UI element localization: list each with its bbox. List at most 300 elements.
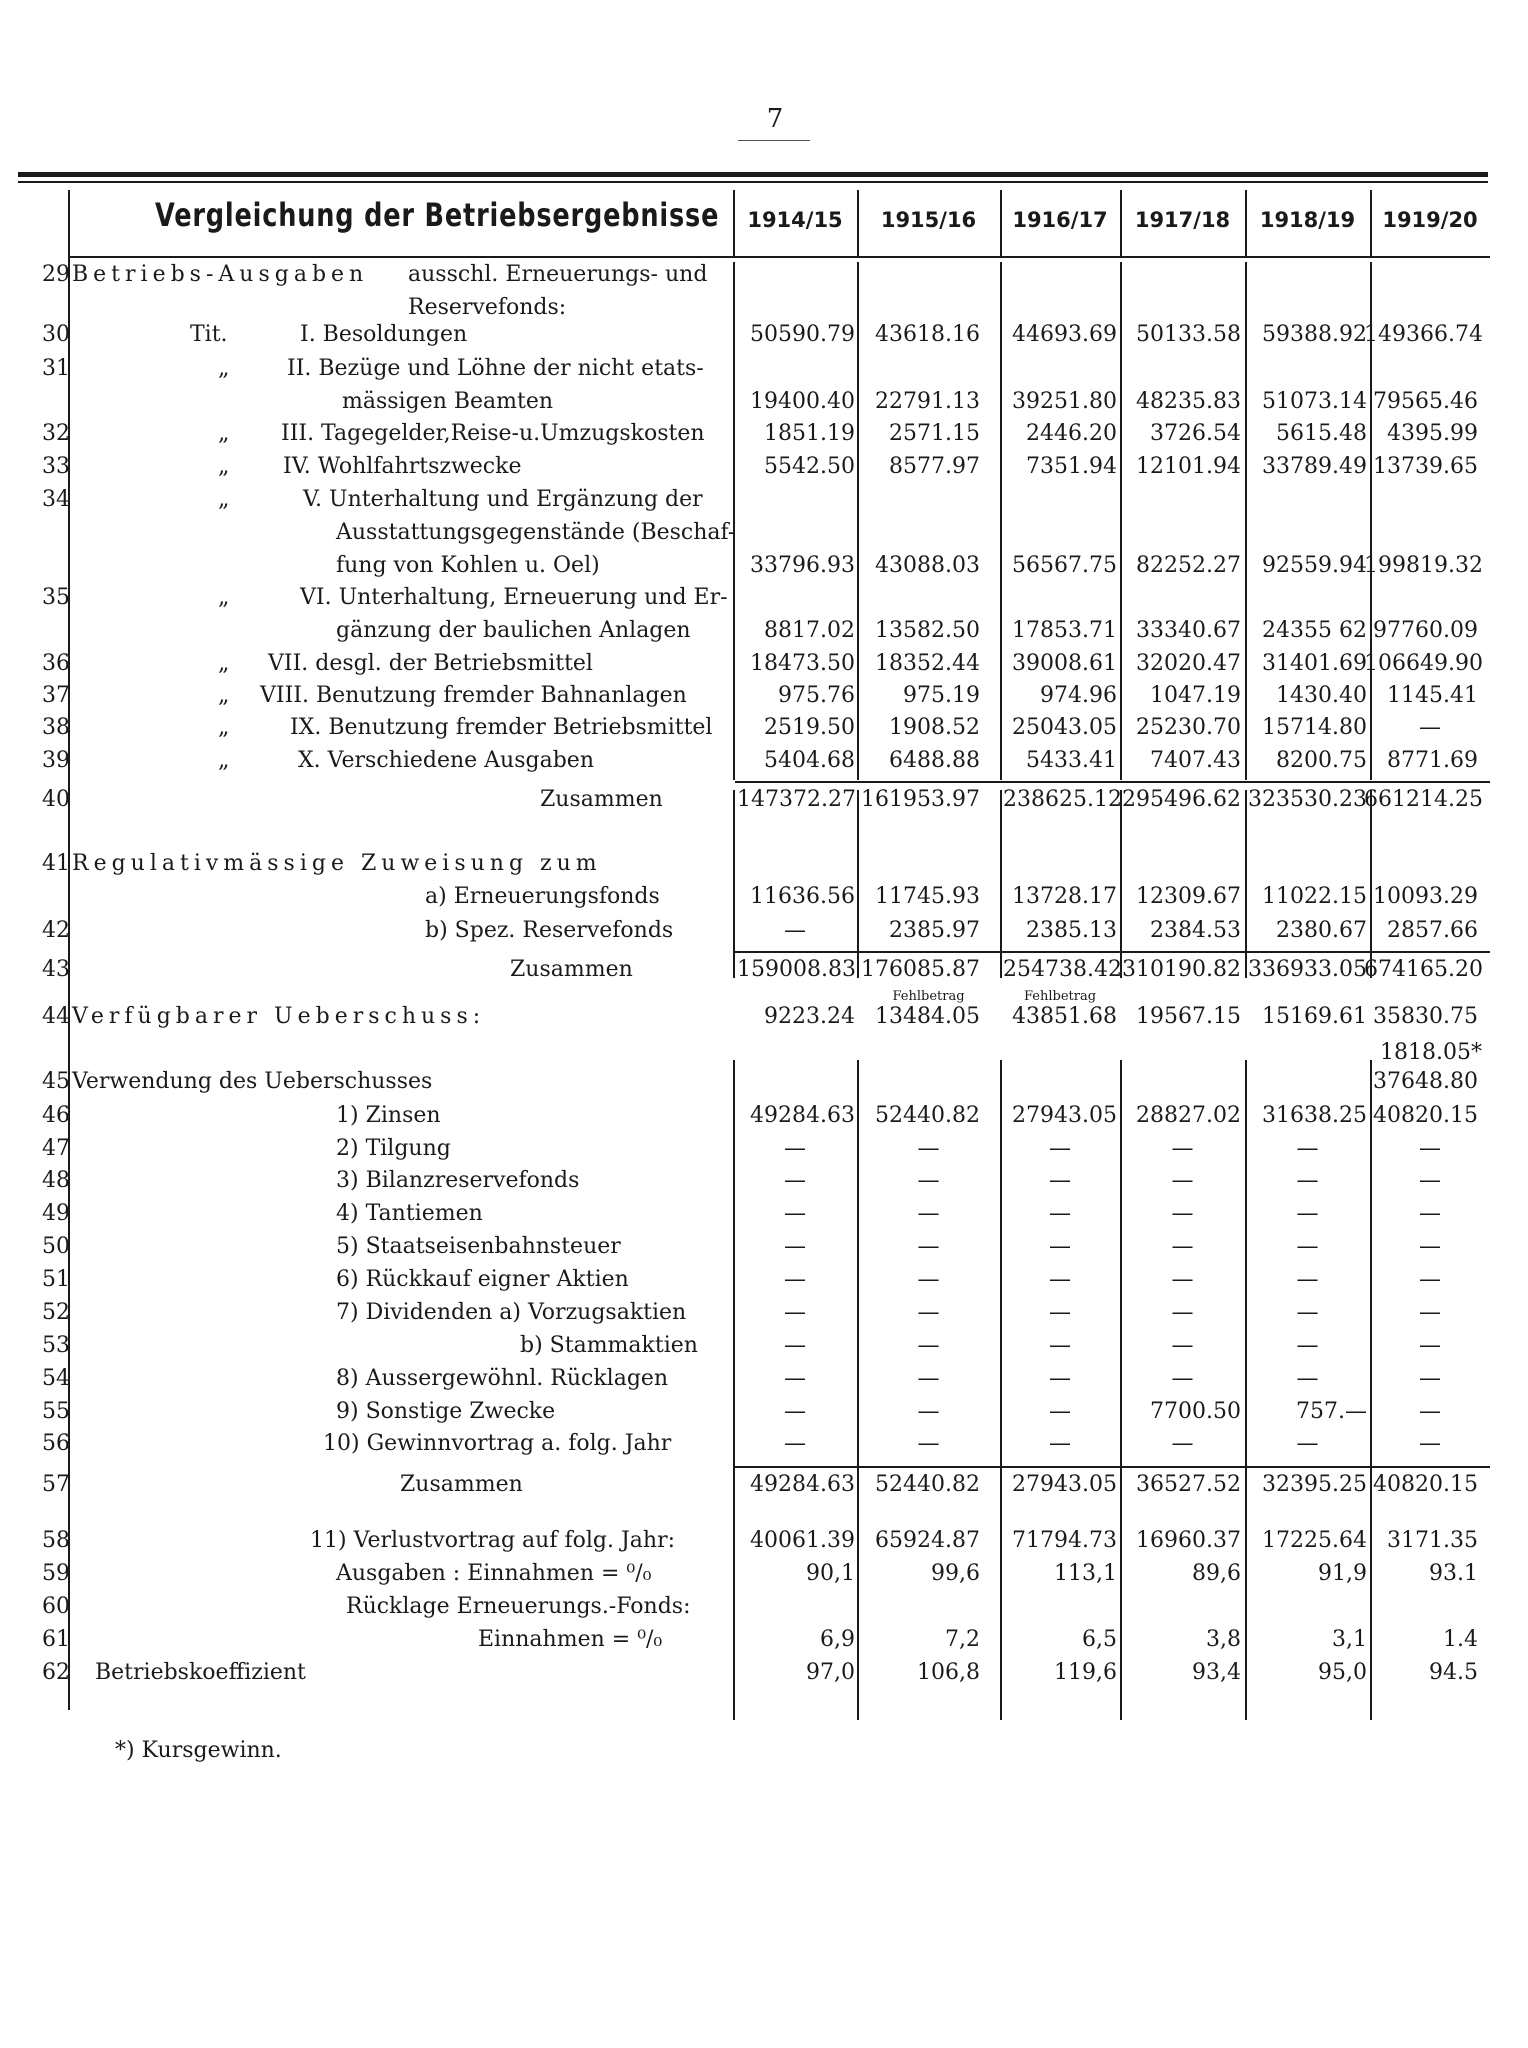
row-number: 45: [42, 1069, 70, 1094]
cell-value: 27943.05: [1012, 1103, 1117, 1128]
row-number: 29: [42, 262, 70, 287]
cell-value: —: [1171, 1300, 1194, 1325]
cell-value: 8817.02: [764, 618, 855, 643]
cell-value: 82252.27: [1136, 553, 1241, 578]
cell-value: 6488.88: [889, 748, 980, 773]
cell-value: 2857.66: [1387, 918, 1478, 943]
row-number: 44: [42, 1004, 70, 1029]
cell-value: —: [784, 918, 806, 943]
sum-rule: [735, 951, 1490, 953]
row-label: Rücklage Erneuerungs.-Fonds:: [346, 1594, 691, 1619]
cell-value: —: [1171, 1366, 1194, 1391]
row-label: II. Bezüge und Löhne der nicht etats-: [287, 356, 704, 381]
cell-value: 5542.50: [764, 454, 855, 479]
row-number: 47: [42, 1136, 70, 1161]
cell-value: 119,6: [1054, 1660, 1117, 1685]
cell-value: 161953.97: [861, 787, 980, 812]
row-label: Tit.: [190, 322, 228, 347]
cell-value: 48235.83: [1136, 389, 1241, 414]
cell-value: 65924.87: [875, 1528, 980, 1553]
row-label: Zusammen: [540, 787, 663, 812]
cell-value: 323530.23: [1248, 787, 1367, 812]
row-label: IX. Benutzung fremder Betriebsmittel: [290, 715, 713, 740]
cell-value: 35830.75: [1373, 1004, 1478, 1029]
year-header-2: 1915/16: [880, 208, 977, 232]
cell-value: 2385.13: [1026, 918, 1117, 943]
row-label: „: [218, 356, 230, 381]
row-label: Zusammen: [400, 1472, 523, 1497]
row-label: Ausstattungsgegenstände (Beschaf-: [336, 520, 736, 545]
column-separator-3-2: [1000, 790, 1002, 978]
row-label: Betriebs-Ausgaben: [72, 262, 369, 287]
row-number: 54: [42, 1366, 70, 1391]
cell-value: 149366.74: [1364, 322, 1483, 347]
row-label: „: [218, 651, 230, 676]
cell-value: 11022.15: [1262, 884, 1367, 909]
cell-value: —: [1171, 1234, 1194, 1259]
row-number: 39: [42, 748, 70, 773]
header-separator-4: [1120, 190, 1122, 256]
row-number: 58: [42, 1528, 70, 1553]
cell-value: —: [1296, 1234, 1319, 1259]
cell-value: 40820.15: [1373, 1472, 1478, 1497]
cell-value: 71794.73: [1012, 1528, 1117, 1553]
cell-value: 52440.82: [875, 1472, 980, 1497]
cell-value: —: [1419, 1300, 1441, 1325]
cell-value: 31401.69: [1262, 651, 1367, 676]
row-number: 30: [42, 322, 70, 347]
cell-value: 7700.50: [1150, 1399, 1241, 1424]
row-number: 48: [42, 1168, 70, 1193]
cell-value: 5404.68: [764, 748, 855, 773]
cell-value: —: [1419, 1201, 1441, 1226]
cell-value: 19400.40: [750, 389, 855, 414]
row-label: 8) Aussergewöhnl. Rücklagen: [336, 1366, 669, 1391]
cell-value: —: [1049, 1267, 1071, 1292]
cell-value: 33789.49: [1262, 454, 1367, 479]
cell-value: —: [784, 1267, 806, 1292]
row-number: 31: [42, 356, 70, 381]
header-separator-3: [1000, 190, 1002, 256]
row-number: 46: [42, 1103, 70, 1128]
row-label: a) Erneuerungsfonds: [425, 884, 660, 909]
cell-value: 238625.12: [1003, 787, 1122, 812]
row-label: „: [218, 421, 230, 446]
cell-value: —: [1049, 1136, 1071, 1161]
row-label: b) Spez. Reservefonds: [425, 918, 674, 943]
row-label: mässigen Beamten: [342, 389, 554, 414]
cell-value: 336933.05: [1248, 957, 1367, 982]
cell-value: 757.—: [1296, 1399, 1367, 1424]
cell-value: 91,9: [1318, 1561, 1367, 1586]
cell-value: 39008.61: [1012, 651, 1117, 676]
row-label: 11) Verlustvortrag auf folg. Jahr:: [310, 1528, 675, 1553]
cell-value: 44693.69: [1012, 322, 1117, 347]
cell-value: 32395.25: [1262, 1472, 1367, 1497]
row-number: 59: [42, 1561, 70, 1586]
cell-value: 2519.50: [764, 715, 855, 740]
cell-value: 254738.42: [1003, 957, 1122, 982]
header-separator-6: [1370, 190, 1372, 256]
row-label: X. Verschiedene Ausgaben: [298, 748, 594, 773]
cell-value: 18352.44: [875, 651, 980, 676]
cell-value: 661214.25: [1364, 787, 1483, 812]
cell-value: —: [784, 1399, 806, 1424]
cell-value: —: [1419, 1168, 1441, 1193]
cell-value: 93.1: [1429, 1561, 1478, 1586]
row-number: 51: [42, 1267, 70, 1292]
row-number: 35: [42, 585, 70, 610]
cell-value: 13739.65: [1373, 454, 1478, 479]
row-label: gänzung der baulichen Anlagen: [336, 618, 691, 643]
cell-value: —: [1419, 1234, 1441, 1259]
cell-note: Fehlbetrag: [892, 989, 965, 1004]
cell-value: 4395.99: [1387, 421, 1478, 446]
cell-value: 11636.56: [750, 884, 855, 909]
cell-value: 7351.94: [1026, 454, 1117, 479]
row-label: b) Stammaktien: [520, 1333, 698, 1358]
cell-value: 24355 62: [1262, 618, 1367, 643]
cell-value: —: [784, 1234, 806, 1259]
row-label: „: [218, 454, 230, 479]
cell-value: 43618.16: [875, 322, 980, 347]
cell-value: —: [1171, 1333, 1194, 1358]
header-separator-2: [857, 190, 859, 256]
cell-value: 22791.13: [875, 389, 980, 414]
cell-value: —: [1171, 1168, 1194, 1193]
cell-value: 40061.39: [750, 1528, 855, 1553]
cell-value: —: [1296, 1333, 1319, 1358]
year-header-3: 1916/17: [1012, 208, 1108, 232]
cell-value: —: [1419, 1136, 1441, 1161]
row-number: 38: [42, 715, 70, 740]
cell-value: 147372.27: [737, 787, 856, 812]
cell-value: —: [1049, 1201, 1071, 1226]
cell-value: —: [917, 1399, 940, 1424]
year-header-5: 1918/19: [1259, 208, 1356, 232]
row-number: 37: [42, 683, 70, 708]
row-number: 53: [42, 1333, 70, 1358]
year-header-6: 1919/20: [1382, 208, 1478, 232]
cell-value: 36527.52: [1136, 1472, 1241, 1497]
row-number: 33: [42, 454, 70, 479]
cell-value: —: [917, 1366, 940, 1391]
cell-value: —: [917, 1168, 940, 1193]
cell-value: —: [1049, 1366, 1071, 1391]
cell-value: —: [1296, 1168, 1319, 1193]
year-header-4: 1917/18: [1134, 208, 1231, 232]
cell-value: 176085.87: [861, 957, 980, 982]
cell-value: 95,0: [1318, 1660, 1367, 1685]
cell-value: —: [1296, 1431, 1319, 1456]
cell-value: 27943.05: [1012, 1472, 1117, 1497]
header-separator-1: [733, 190, 735, 256]
cell-value: 49284.63: [750, 1472, 855, 1497]
row-number: 55: [42, 1399, 70, 1424]
cell-value: 975.76: [778, 683, 855, 708]
cell-value: 50590.79: [750, 322, 855, 347]
row-label: „: [218, 487, 230, 512]
row-label: 9) Sonstige Zwecke: [336, 1399, 556, 1424]
row-label: I. Besoldungen: [300, 322, 468, 347]
cell-value: 50133.58: [1136, 322, 1241, 347]
row-label: IV. Wohlfahrtszwecke: [283, 454, 522, 479]
cell-value: 18473.50: [750, 651, 855, 676]
cell-value: 7,2: [945, 1627, 980, 1652]
cell-value: 49284.63: [750, 1103, 855, 1128]
column-separator-5-1: [1245, 262, 1247, 780]
cell-value: 25230.70: [1136, 715, 1241, 740]
cell-value: 40820.15: [1373, 1103, 1478, 1128]
cell-value: 2446.20: [1026, 421, 1117, 446]
cell-value: 39251.80: [1012, 389, 1117, 414]
cell-value: 1047.19: [1150, 683, 1241, 708]
row-label: Einnahmen = ⁰/₀: [478, 1627, 663, 1652]
top-rule-thick: [18, 172, 1488, 177]
cell-value: 113,1: [1054, 1561, 1117, 1586]
cell-value: 89,6: [1192, 1561, 1241, 1586]
row-label: 7) Dividenden a) Vorzugsaktien: [336, 1300, 687, 1325]
cell-value: —: [1296, 1366, 1319, 1391]
cell-value: 9223.24: [764, 1004, 855, 1029]
footnote: *) Kursgewinn.: [115, 1738, 282, 1763]
cell-value: 52440.82: [875, 1103, 980, 1128]
row-label: „: [218, 715, 230, 740]
cell-value: 3726.54: [1150, 421, 1241, 446]
row-label: 4) Tantiemen: [336, 1201, 483, 1226]
cell-value: 975.19: [903, 683, 980, 708]
cell-value: 37648.80: [1373, 1069, 1478, 1094]
row-label: V. Unterhaltung und Ergänzung der: [303, 487, 703, 512]
row-number: 50: [42, 1234, 70, 1259]
row-number: 49: [42, 1201, 70, 1226]
cell-value: 295496.62: [1122, 787, 1241, 812]
header-bottom-rule: [68, 256, 1490, 258]
cell-value: 5615.48: [1276, 421, 1367, 446]
cell-value: 93,4: [1192, 1660, 1241, 1685]
cell-value: —: [1419, 1333, 1441, 1358]
cell-value: 92559.94: [1262, 553, 1367, 578]
row-number: 43: [42, 957, 70, 982]
cell-value: —: [784, 1300, 806, 1325]
cell-value: —: [1171, 1201, 1194, 1226]
row-number: 56: [42, 1431, 70, 1456]
cell-value: 11745.93: [875, 884, 980, 909]
row-label: Ausgaben : Einnahmen = ⁰/₀: [336, 1561, 652, 1586]
row-label: „: [218, 683, 230, 708]
cell-value: 8771.69: [1387, 748, 1478, 773]
cell-value: —: [1296, 1136, 1319, 1161]
cell-value: 79565.46: [1373, 389, 1478, 414]
cell-value: 13582.50: [875, 618, 980, 643]
cell-value: 17225.64: [1262, 1528, 1367, 1553]
cell-value: —: [917, 1333, 940, 1358]
row-number: 32: [42, 421, 70, 446]
cell-value: 99,6: [931, 1561, 980, 1586]
cell-value: —: [1049, 1234, 1071, 1259]
cell-value: 8577.97: [889, 454, 980, 479]
cell-value: 31638.25: [1262, 1103, 1367, 1128]
row-label: Reservefonds:: [408, 295, 567, 320]
cell-value: 2385.97: [889, 918, 980, 943]
cell-value: 15169.61: [1262, 1004, 1367, 1029]
table-title: Vergleichung der Betriebsergebnisse: [155, 196, 720, 234]
top-rule-thin: [18, 181, 1488, 183]
cell-extra-value: 1818.05*: [1380, 1040, 1482, 1065]
column-separator-3-1: [1000, 262, 1002, 780]
cell-value: —: [917, 1431, 940, 1456]
cell-value: 13728.17: [1012, 884, 1117, 909]
cell-value: 90,1: [806, 1561, 855, 1586]
cell-value: 8200.75: [1276, 748, 1367, 773]
cell-value: —: [1419, 715, 1441, 740]
cell-value: —: [1049, 1300, 1071, 1325]
row-number: 61: [42, 1627, 70, 1652]
sum-rule: [735, 1466, 1490, 1468]
cell-value: 199819.32: [1364, 553, 1483, 578]
row-number: 34: [42, 487, 70, 512]
cell-value: 974.96: [1040, 683, 1117, 708]
cell-note: Fehlbetrag: [1023, 989, 1097, 1004]
row-number: 36: [42, 651, 70, 676]
cell-value: —: [1296, 1267, 1319, 1292]
cell-value: 51073.14: [1262, 389, 1367, 414]
cell-value: 674165.20: [1364, 957, 1483, 982]
row-number: 42: [42, 918, 70, 943]
cell-value: 1430.40: [1276, 683, 1367, 708]
cell-value: 106,8: [917, 1660, 980, 1685]
cell-value: 1145.41: [1387, 683, 1478, 708]
cell-value: 1908.52: [889, 715, 980, 740]
cell-value: 6,9: [820, 1627, 855, 1652]
cell-value: 12101.94: [1136, 454, 1241, 479]
row-label: Betriebskoeffizient: [95, 1660, 306, 1685]
cell-value: —: [784, 1366, 806, 1391]
row-number: 40: [42, 787, 70, 812]
cell-value: 5433.41: [1026, 748, 1117, 773]
cell-value: 2384.53: [1150, 918, 1241, 943]
cell-value: 19567.15: [1136, 1004, 1241, 1029]
page-number: 7: [766, 104, 784, 134]
cell-value: 59388.92: [1262, 322, 1367, 347]
cell-value: —: [784, 1431, 806, 1456]
cell-value: 3,1: [1332, 1627, 1367, 1652]
cell-value: —: [1296, 1201, 1319, 1226]
row-label: fung von Kohlen u. Oel): [336, 553, 600, 578]
cell-value: 43851.68: [1012, 1004, 1117, 1029]
row-label: VII. desgl. der Betriebsmittel: [268, 651, 593, 676]
cell-value: 43088.03: [875, 553, 980, 578]
cell-value: 97,0: [806, 1660, 855, 1685]
cell-value: —: [917, 1267, 940, 1292]
cell-value: —: [1049, 1431, 1071, 1456]
cell-value: 310190.82: [1122, 957, 1241, 982]
row-label: Regulativmässige Zuweisung zum: [72, 851, 602, 876]
cell-value: 12309.67: [1136, 884, 1241, 909]
cell-value: 28827.02: [1136, 1103, 1241, 1128]
cell-value: 159008.83: [737, 957, 856, 982]
row-label: 2) Tilgung: [336, 1136, 451, 1161]
row-label: Zusammen: [510, 957, 633, 982]
cell-value: —: [1171, 1267, 1194, 1292]
cell-value: —: [1419, 1267, 1441, 1292]
cell-value: 17853.71: [1012, 618, 1117, 643]
cell-value: —: [784, 1168, 806, 1193]
cell-value: 3171.35: [1387, 1528, 1478, 1553]
row-number: 52: [42, 1300, 70, 1325]
cell-value: —: [784, 1136, 806, 1161]
cell-value: 7407.43: [1150, 748, 1241, 773]
row-label: Verwendung des Ueberschusses: [72, 1069, 433, 1094]
cell-value: 2380.67: [1276, 918, 1367, 943]
row-number: 60: [42, 1594, 70, 1619]
row-label: VIII. Benutzung fremder Bahnanlagen: [260, 683, 687, 708]
cell-value: —: [1419, 1399, 1441, 1424]
cell-value: 33340.67: [1136, 618, 1241, 643]
row-label: Verfügbarer Ueberschuss:: [72, 1004, 486, 1029]
cell-value: —: [1419, 1431, 1441, 1456]
row-number: 62: [42, 1660, 70, 1685]
cell-value: —: [917, 1234, 940, 1259]
cell-value: —: [784, 1333, 806, 1358]
page-number-underline: [738, 140, 810, 141]
cell-value: 10093.29: [1373, 884, 1478, 909]
row-label: 3) Bilanzreservefonds: [336, 1168, 580, 1193]
cell-value: 1.4: [1443, 1627, 1478, 1652]
cell-value: —: [1171, 1431, 1194, 1456]
cell-value: 32020.47: [1136, 651, 1241, 676]
cell-value: —: [784, 1201, 806, 1226]
cell-value: 33796.93: [750, 553, 855, 578]
row-number: 57: [42, 1472, 70, 1497]
cell-value: —: [917, 1201, 940, 1226]
row-label: III. Tagegelder,Reise-u.Umzugskosten: [281, 421, 705, 446]
cell-value: —: [1049, 1333, 1071, 1358]
cell-value: 6,5: [1082, 1627, 1117, 1652]
row-label: 5) Staatseisenbahnsteuer: [336, 1234, 621, 1259]
row-label: VI. Unterhaltung, Erneuerung und Er-: [300, 585, 728, 610]
row-label: „: [218, 585, 230, 610]
cell-value: —: [1171, 1136, 1194, 1161]
cell-value: —: [1419, 1366, 1441, 1391]
column-separator-1-2: [733, 790, 735, 978]
cell-value: —: [1296, 1300, 1319, 1325]
cell-value: 16960.37: [1136, 1528, 1241, 1553]
cell-value: 13484.05: [875, 1004, 980, 1029]
column-separator-5-2: [1245, 790, 1247, 978]
cell-value: 94.5: [1429, 1660, 1478, 1685]
row-label: 10) Gewinnvortrag a. folg. Jahr: [323, 1431, 672, 1456]
row-label: „: [218, 748, 230, 773]
cell-value: 25043.05: [1012, 715, 1117, 740]
row-label: 1) Zinsen: [336, 1103, 441, 1128]
row-label: 6) Rückkauf eigner Aktien: [336, 1267, 629, 1292]
row-number: 41: [42, 851, 70, 876]
sum-rule: [735, 781, 1490, 783]
cell-value: 106649.90: [1364, 651, 1483, 676]
cell-value: —: [917, 1136, 940, 1161]
cell-value: 1851.19: [764, 421, 855, 446]
year-header-1: 1914/15: [747, 208, 843, 232]
cell-value: 56567.75: [1012, 553, 1117, 578]
cell-value: 97760.09: [1373, 618, 1478, 643]
cell-value: 2571.15: [889, 421, 980, 446]
row-label: ausschl. Erneuerungs- und: [408, 262, 708, 287]
cell-value: 3,8: [1206, 1627, 1241, 1652]
header-separator-5: [1245, 190, 1247, 256]
cell-value: —: [1049, 1399, 1071, 1424]
cell-value: —: [917, 1300, 940, 1325]
